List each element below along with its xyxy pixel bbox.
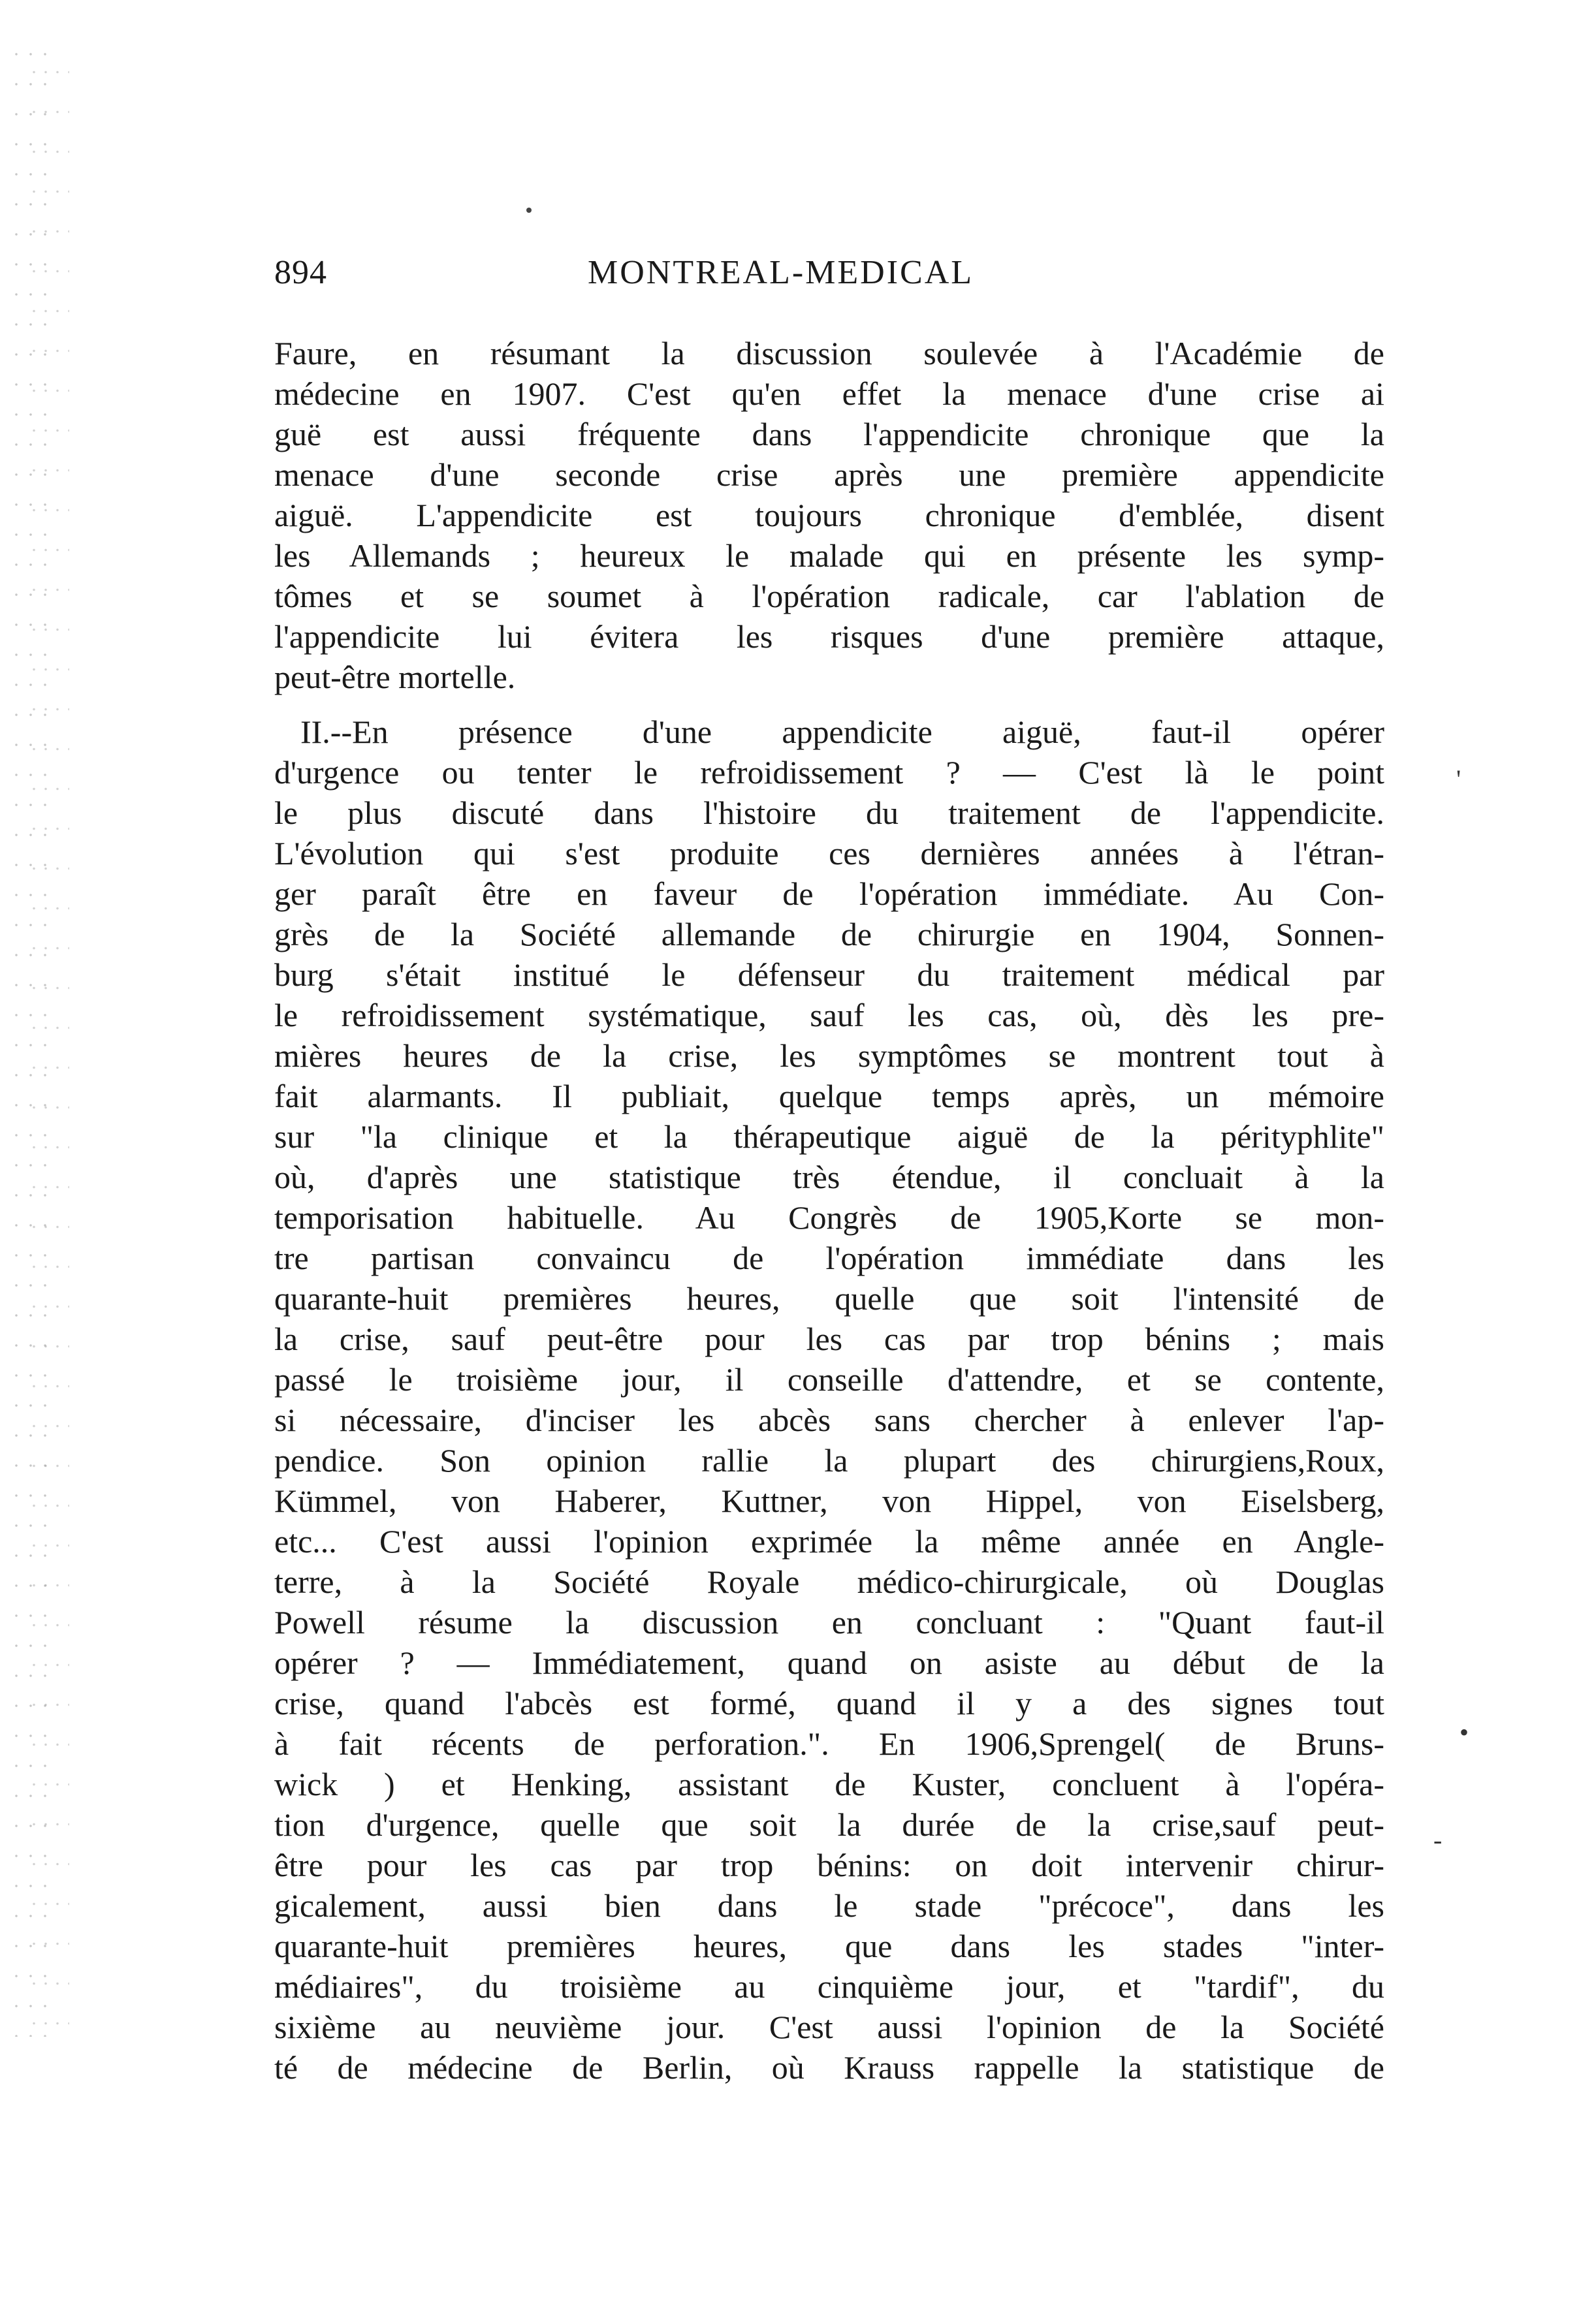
text-line: gicalement, aussi bien dans le stade "précoce", dans les [274,1887,1384,1924]
text-line: être pour les cas par trop bénins: on doit intervenir chirur- [274,1847,1384,1883]
ink-dot [526,208,532,213]
text-line: la crise, sauf peut-être pour les cas par trop bénins ; mais [274,1321,1384,1357]
text-line: menace d'une seconde crise après une première appendicite [274,456,1384,493]
text-line: aiguë. L'appendicite est toujours chronique d'emblée, disent [274,497,1384,533]
binding-edge-speckles-secondary [24,39,69,2037]
text-line: tion d'urgence, quelle que soit la durée de la crise,sauf peut- [274,1806,1384,1843]
text-line: temporisation habituelle. Au Congrès de 1905,Korte se mon- [274,1199,1384,1236]
text-line: le plus discuté dans l'histoire du traitement de l'appendicite. [274,794,1384,831]
text-line: peut-être mortelle. [274,659,516,695]
running-head: MONTREAL-MEDICAL [588,254,974,291]
text-line: l'appendicite lui évitera les risques d'une première attaque, [274,618,1384,655]
text-line: crise, quand l'abcès est formé, quand il y a des signes tout [274,1685,1384,1721]
text-line: le refroidissement systématique, sauf les cas, où, dès les pre- [274,997,1384,1033]
paragraph-1 [274,333,1384,697]
body-text [274,333,1384,2088]
text-line: Powell résume la discussion en concluant : "Quant faut-il [274,1604,1384,1641]
text-line: terre, à la Société Royale médico-chirurgicale, où Douglas [274,1563,1384,1600]
text-line: opérer ? — Immédiatement, quand on asiste au début de la [274,1644,1384,1681]
text-line: mières heures de la crise, les symptômes se montrent tout à [274,1037,1384,1074]
text-line: quarante-huit premières heures, quelle que soit l'intensité de [274,1280,1384,1317]
text-line: etc... C'est aussi l'opinion exprimée la même année en Angle- [274,1523,1384,1560]
page-header [274,253,1378,306]
text-line: tre partisan convaincu de l'opération immédiate dans les [274,1240,1384,1276]
text-line: Kümmel, von Haberer, Kuttner, von Hippel, von Eiselsberg, [274,1483,1384,1519]
paragraph-gap [274,697,1384,712]
text-line: Faure, en résumant la discussion soulevée à l'Académie de [274,335,1384,371]
text-line: burg s'était institué le défenseur du traitement médical par [274,956,1384,993]
text-line: II.--En présence d'une appendicite aiguë, faut-il opérer [300,714,1384,750]
text-line: médiaires", du troisième au cinquième jour, et "tardif", du [274,1968,1384,2005]
text-line: passé le troisième jour, il conseille d'attendre, et se contente, [274,1361,1384,1398]
margin-mark: • [1459,1718,1469,1747]
text-line: pendice. Son opinion rallie la plupart des chirurgiens,Roux, [274,1442,1384,1479]
text-line: les Allemands ; heureux le malade qui en présente les symp- [274,537,1384,574]
paragraph-2 [274,712,1384,2088]
text-line: médecine en 1907. C'est qu'en effet la menace d'une crise ai [274,375,1384,412]
text-line: wick ) et Henking, assistant de Kuster, concluent à l'opéra- [274,1766,1384,1802]
text-line: quarante-huit premières heures, que dans les stades "inter- [274,1928,1384,1964]
text-line: si nécessaire, d'inciser les abcès sans chercher à enlever l'ap- [274,1402,1384,1438]
text-line: sixième au neuvième jour. C'est aussi l'opinion de la Société [274,2009,1384,2045]
text-line: ger paraît être en faveur de l'opération immédiate. Au Con- [274,875,1384,912]
page-number: 894 [274,254,327,291]
margin-mark: - [1433,1825,1443,1855]
text-line: L'évolution qui s'est produite ces dernières années à l'étran- [274,835,1384,872]
text-line: à fait récents de perforation.". En 1906,Sprengel( de Bruns- [274,1725,1384,1762]
text-line: fait alarmants. Il publiait, quelque temps après, un mémoire [274,1078,1384,1114]
margin-mark: ' [1456,764,1461,794]
text-line: sur "la clinique et la thérapeutique aiguë de la pérityphlite" [274,1118,1384,1155]
text-line: où, d'après une statistique très étendue, il concluait à la [274,1159,1384,1195]
text-line: guë est aussi fréquente dans l'appendicite chronique que la [274,416,1384,452]
text-line: grès de la Société allemande de chirurgie en 1904, Sonnen- [274,916,1384,952]
text-line: té de médecine de Berlin, où Krauss rappelle la statistique de [274,2049,1384,2086]
text-line: d'urgence ou tenter le refroidissement ? — C'est là le point [274,754,1384,791]
text-line: tômes et se soumet à l'opération radicale, car l'ablation de [274,578,1384,614]
